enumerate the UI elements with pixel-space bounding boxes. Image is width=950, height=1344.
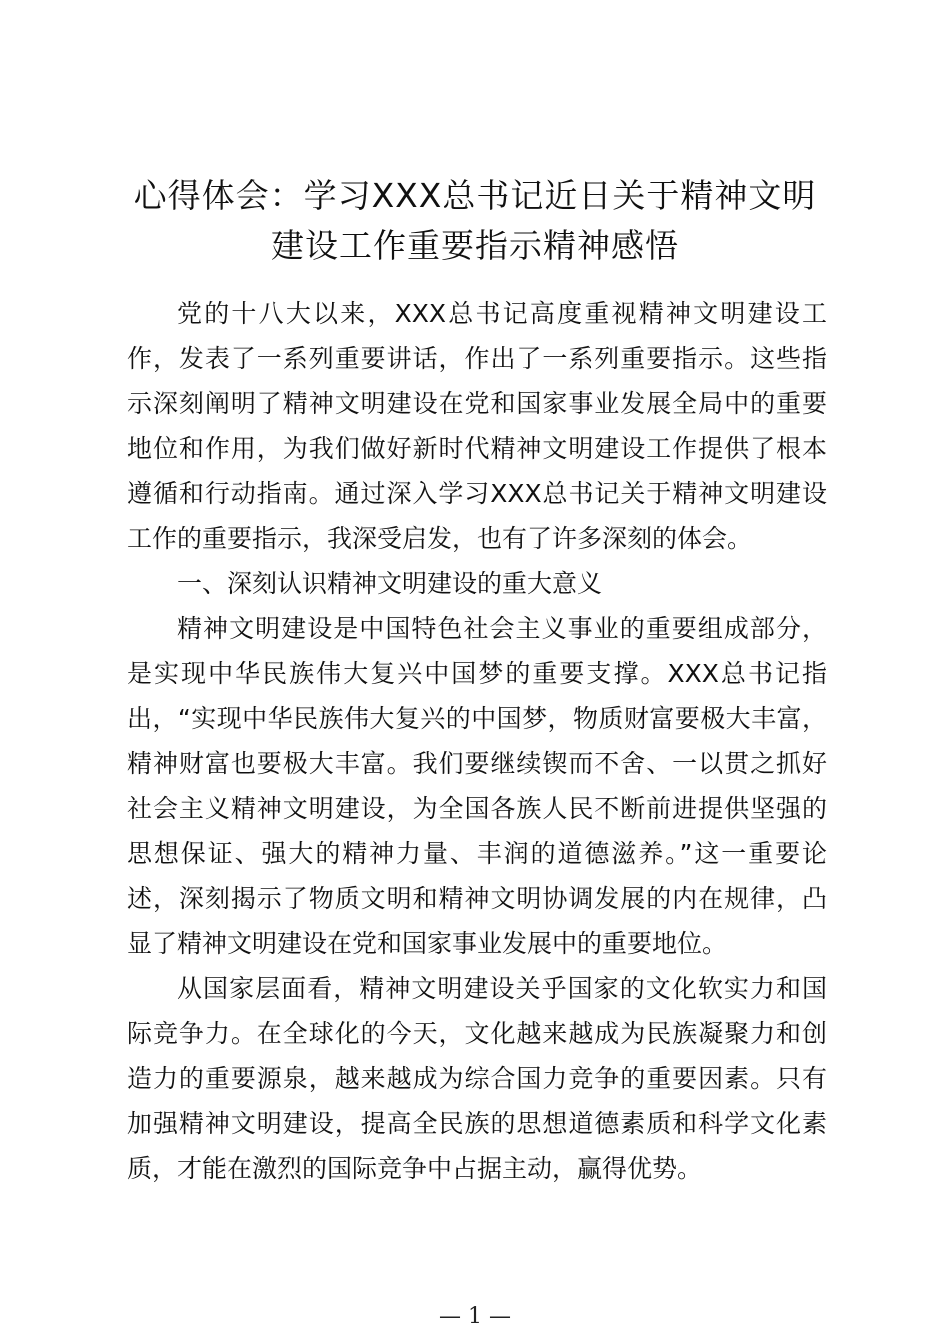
paragraph-3-line-2: 际竞争力。在全球化的今天，文化越来越成为民族凝聚力和创 — [127, 1019, 827, 1048]
paragraph-1-line-6: 工作的重要指示，我深受启发，也有了许多深刻的体会。 — [127, 524, 753, 553]
page-number: — 1 — — [439, 1304, 511, 1329]
paragraph-3-line-1: 从国家层面看，精神文明建设关乎国家的文化软实力和国 — [177, 974, 827, 1003]
paragraph-2-line-7: 述，深刻揭示了物质文明和精神文明协调发展的内在规律，凸 — [127, 884, 827, 913]
paragraph-2-line-3: 出，“实现中华民族伟大复兴的中国梦，物质财富要极大丰富， — [127, 704, 827, 733]
paragraph-2-line-2: 是实现中华民族伟大复兴中国梦的重要支撑。XXX总书记指 — [127, 659, 827, 688]
document-title-line-2: 建设工作重要指示精神感悟 — [271, 226, 679, 265]
document-title-line-1: 心得体会：学习XXX总书记近日关于精神文明 — [133, 176, 817, 215]
paragraph-3-line-4: 加强精神文明建设，提高全民族的思想道德素质和科学文化素 — [127, 1109, 827, 1138]
paragraph-3-line-5: 质，才能在激烈的国际竞争中占据主动，赢得优势。 — [127, 1154, 703, 1183]
paragraph-1-line-3: 示深刻阐明了精神文明建设在党和国家事业发展全局中的重要 — [127, 389, 827, 418]
paragraph-2-line-5: 社会主义精神文明建设，为全国各族人民不断前进提供坚强的 — [127, 794, 827, 823]
paragraph-2-line-1: 精神文明建设是中国特色社会主义事业的重要组成部分， — [177, 614, 827, 643]
section-heading-1: 一、深刻认识精神文明建设的重大意义 — [177, 569, 603, 598]
paragraph-2-line-8: 显了精神文明建设在党和国家事业发展中的重要地位。 — [127, 929, 728, 958]
paragraph-2-line-4: 精神财富也要极大丰富。我们要继续锲而不舍、一以贯之抓好 — [127, 749, 827, 778]
paragraph-1-line-1: 党的十八大以来，XXX总书记高度重视精神文明建设工 — [177, 299, 827, 328]
paragraph-1-line-2: 作，发表了一系列重要讲话，作出了一系列重要指示。这些指 — [127, 344, 827, 373]
paragraph-1-line-5: 遵循和行动指南。通过深入学习XXX总书记关于精神文明建设 — [127, 479, 827, 508]
paragraph-3-line-3: 造力的重要源泉，越来越成为综合国力竞争的重要因素。只有 — [127, 1064, 827, 1093]
paragraph-1-line-4: 地位和作用，为我们做好新时代精神文明建设工作提供了根本 — [127, 434, 827, 463]
paragraph-2-line-6: 思想保证、强大的精神力量、丰润的道德滋养。”这一重要论 — [127, 839, 827, 868]
